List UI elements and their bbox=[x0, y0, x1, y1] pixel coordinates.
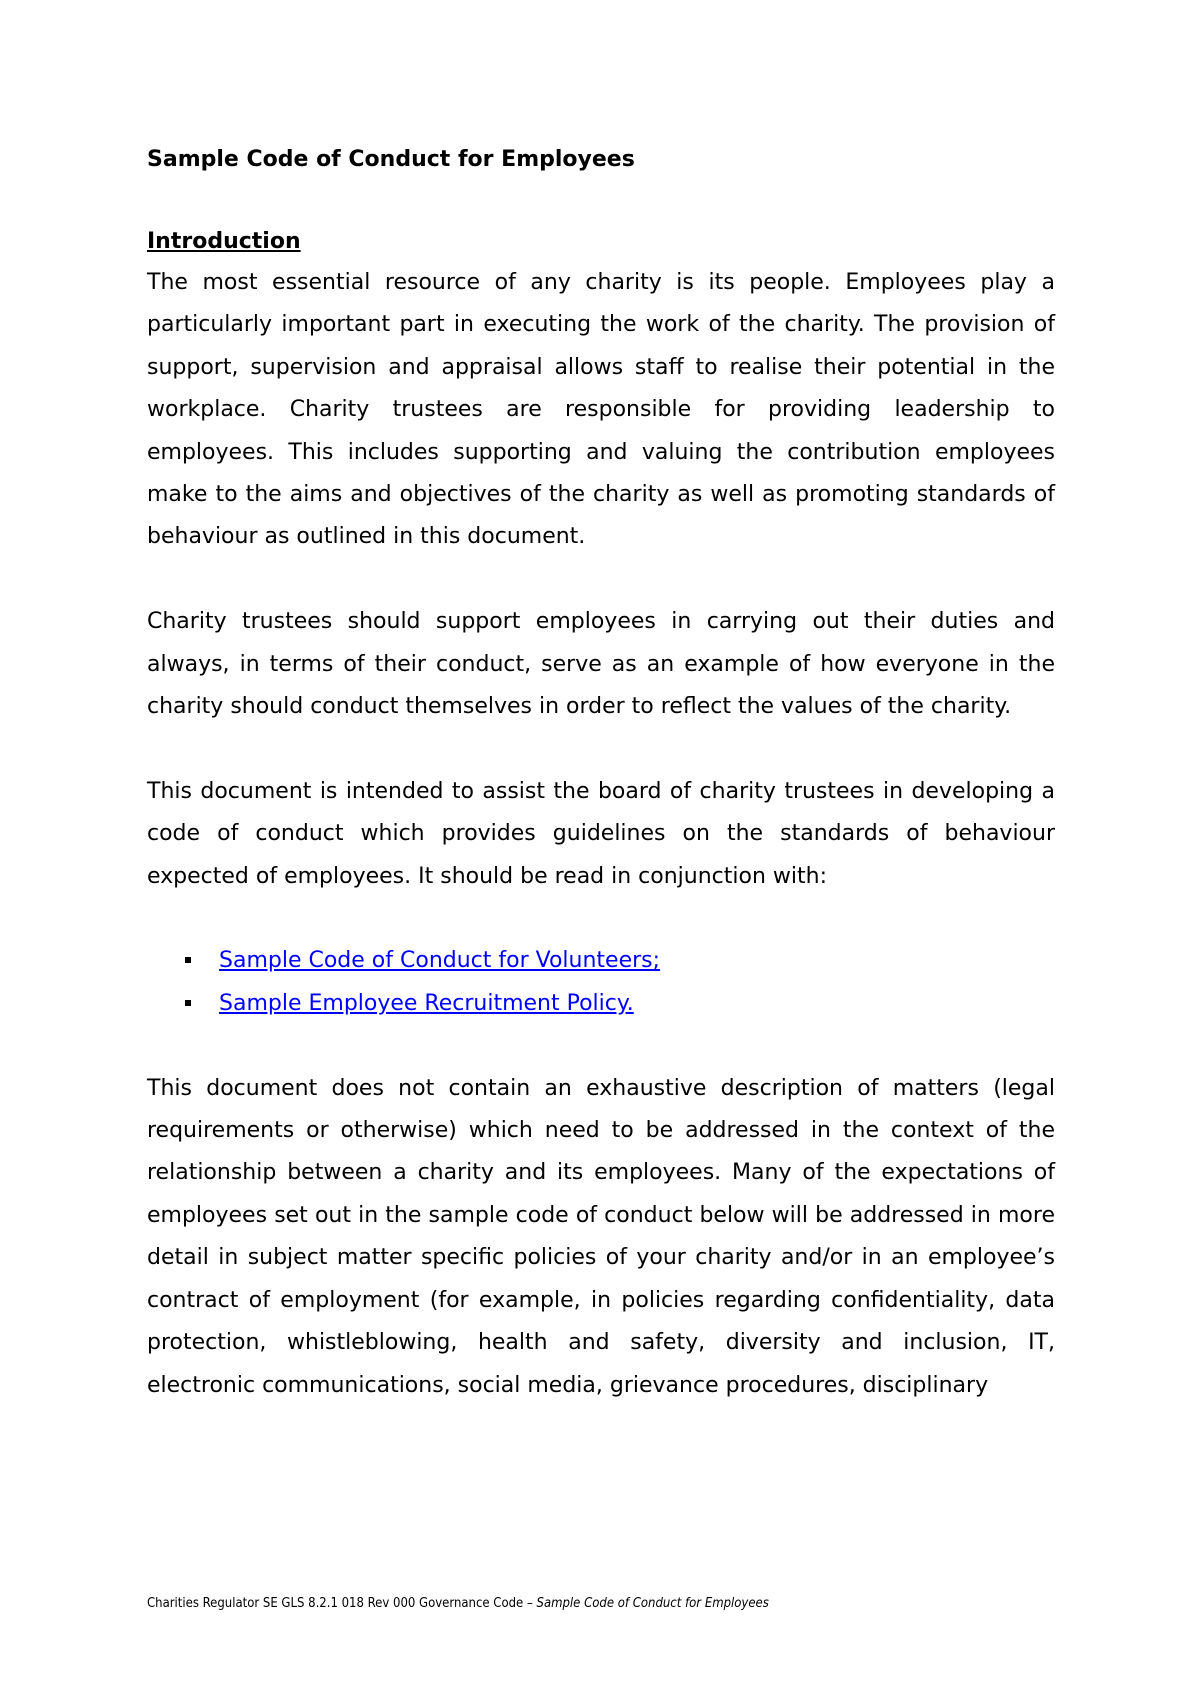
document-title: Sample Code of Conduct for Employees bbox=[147, 147, 635, 172]
list-item bbox=[147, 983, 1055, 1025]
paragraph-intro: The most essential resource of any charity is its people. Employees play a particularly important part in executing the work of the charity. The provision of support, supervision and appraisal allows staff to realise their potential in the workplace. Charity trustees are responsible for providing leadership to employees. This includes supporting and valuing the contribution employees make to the aims and objectives of the charity as well as promoting standards of behaviour as outlined in this document. bbox=[147, 270, 1055, 550]
square-bullet-icon bbox=[185, 1000, 191, 1006]
footer-document-name: Sample Code of Conduct for Employees bbox=[536, 1596, 769, 1611]
list-item bbox=[147, 940, 1055, 982]
link-recruitment-policy[interactable]: Sample Employee Recruitment Policy. bbox=[219, 990, 634, 1016]
square-bullet-icon bbox=[185, 957, 191, 963]
paragraph-scope: This document does not contain an exhaustive description of matters (legal requirements or otherwise) which need to be addressed in the context of the relationship between a charity and its employees. Many of the expectations of employees set out in the sample code of conduct below will be addressed in more detail in subject matter specific policies of your charity and/or in an employee’s contract of employment (for example, in policies regarding confidentiality, data protection, whistleblowing, health and safety, diversity and inclusion, IT, electronic communications, social media, grievance procedures, disciplinary bbox=[147, 1075, 1055, 1398]
document-body bbox=[147, 140, 1055, 1407]
section-heading-introduction: Introduction bbox=[147, 229, 301, 254]
footer-text: Charities Regulator SE GLS 8.2.1 018 Rev 000 Governance Code – bbox=[147, 1596, 537, 1611]
related-documents-list bbox=[147, 940, 1055, 1025]
page-footer bbox=[147, 1596, 769, 1611]
paragraph-purpose: This document is intended to assist the board of charity trustees in developing a code of conduct which provides guidelines on the standards of behaviour expected of employees. It should be read in conjunction with: bbox=[147, 778, 1055, 889]
paragraph-trustees: Charity trustees should support employees in carrying out their duties and always, in terms of their conduct, serve as an example of how everyone in the charity should conduct themselves in order to reflect the values of the charity. bbox=[147, 609, 1055, 720]
link-volunteers-code[interactable]: Sample Code of Conduct for Volunteers; bbox=[219, 948, 661, 974]
